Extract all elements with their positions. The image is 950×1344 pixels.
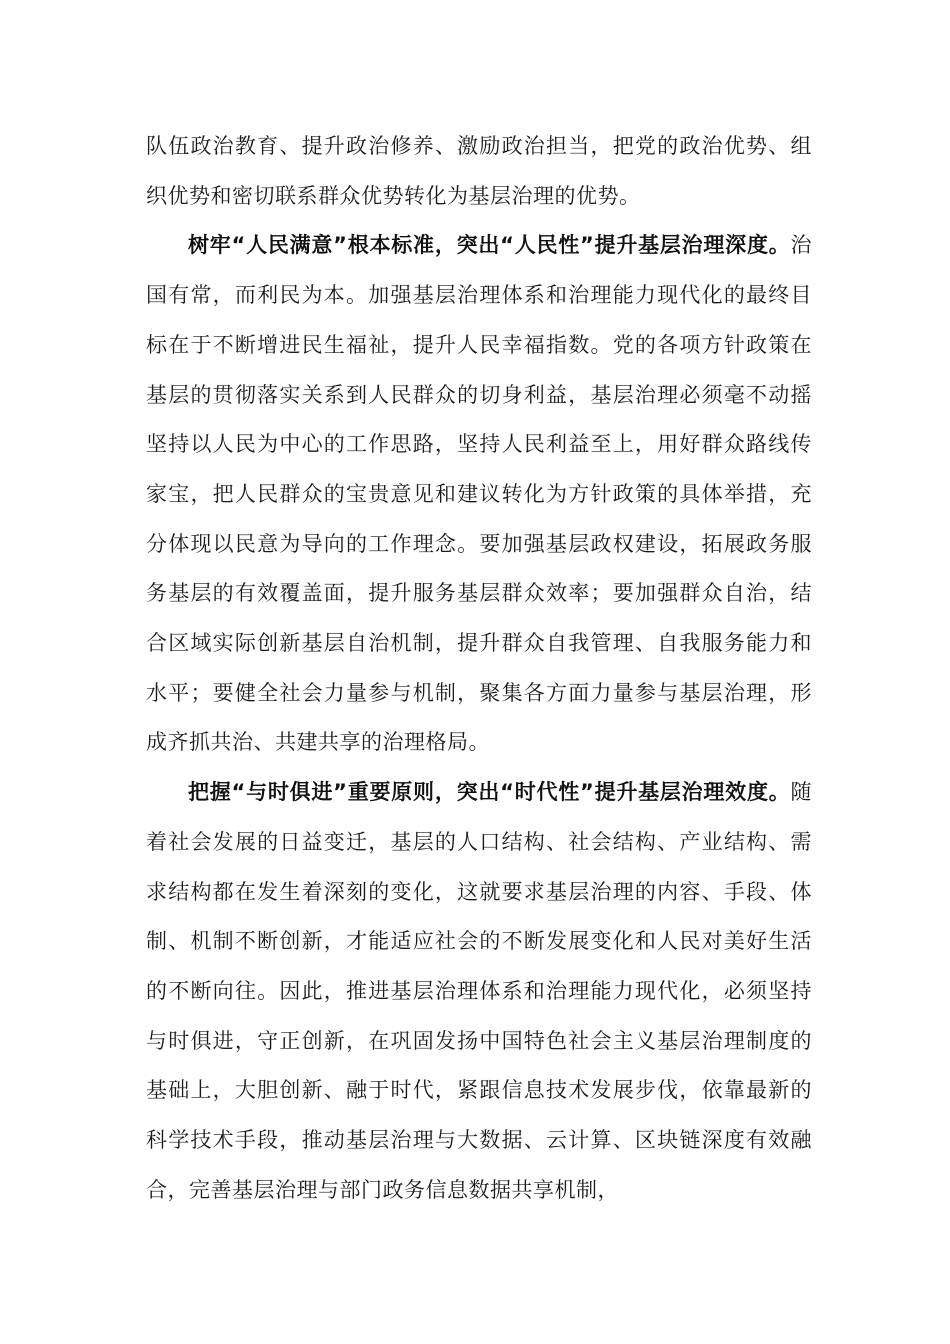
- paragraph-people-satisfaction: [146, 221, 812, 768]
- document-body: [146, 122, 812, 1215]
- paragraph-continued: [146, 122, 812, 221]
- paragraph-keep-pace-with-times: [146, 768, 812, 1215]
- paragraph-heading: 树牢“人民满意”根本标准，突出“人民性”提升基层治理深度。: [188, 233, 791, 258]
- paragraph-text: 随着社会发展的日益变迁，基层的人口结构、社会结构、产业结构、需求结构都在发生着深刻的变化，这就要求基层治理的内容、手段、体制、机制不断创新，才能适应社会的不断发展变化和人民对美好生活的不断向往。因此，推进基层治理体系和治理能力现代化，必须坚持与时俱进，守正创新，在巩固发扬中国特色社会主义基层治理制度的基础上，大胆创新、融于时代，紧跟信息技术发展步伐，依靠最新的科学技术手段，推动基层治理与大数据、云计算、区块链深度有效融合，完善基层治理与部门政务信息数据共享机制，: [146, 780, 812, 1202]
- paragraph-text: 队伍政治教育、提升政治修养、激励政治担当，把党的政治优势、组织优势和密切联系群众优势转化为基层治理的优势。: [146, 134, 812, 208]
- paragraph-text: 治国有常，而利民为本。加强基层治理体系和治理能力现代化的最终目标在于不断增进民生福祉，提升人民幸福指数。党的各项方针政策在基层的贯彻落实关系到人民群众的切身利益，基层治理必须毫不动摇坚持以人民为中心的工作思路，坚持人民利益至上，用好群众路线传家宝，把人民群众的宝贵意见和建议转化为方针政策的具体举措，充分体现以民意为导向的工作理念。要加强基层政权建设，拓展政务服务基层的有效覆盖面，提升服务基层群众效率；要加强群众自治，结合区域实际创新基层自治机制，提升群众自我管理、自我服务能力和水平；要健全社会力量参与机制，聚集各方面力量参与基层治理，形成齐抓共治、共建共享的治理格局。: [146, 233, 812, 755]
- paragraph-heading: 把握“与时俱进”重要原则，突出“时代性”提升基层治理效度。: [188, 780, 791, 805]
